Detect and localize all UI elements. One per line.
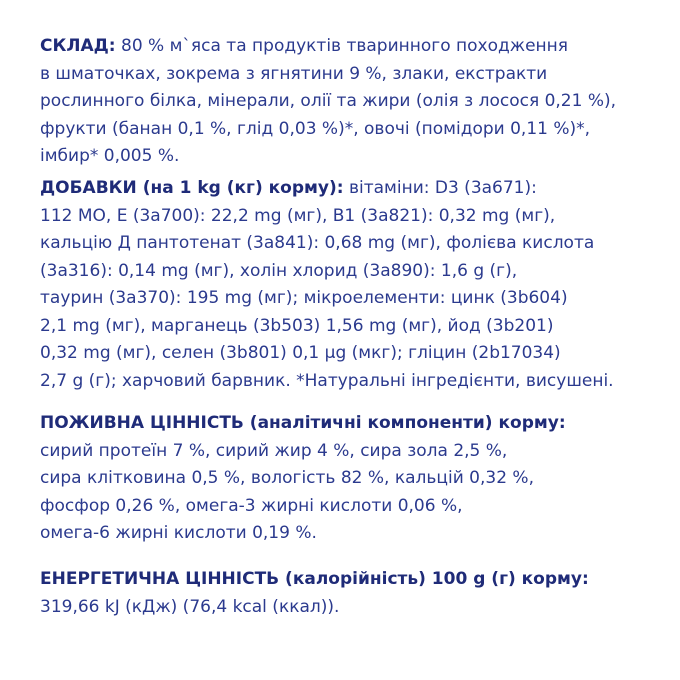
nutrition-heading: ПОЖИВНА ЦІННІСТЬ (аналітичні компоненти) корму: xyxy=(40,413,566,433)
energy-heading: ЕНЕРГЕТИЧНА ЦІННІСТЬ (калорійність) 100 g (г) корму: xyxy=(40,569,589,589)
composition-text: 80 % м`яса та продуктів тваринного походження xyxy=(115,36,568,56)
nutrition-line-4: омега-6 жирні кислоти 0,19 %. xyxy=(40,523,317,543)
additives-line-2: 112 МО, Е (3а700): 22,2 mg (мг), В1 (3а821): 0,32 mg (мг), xyxy=(40,205,556,226)
additives-line-8: 2,7 g (г); харчовий барвник. *Натуральні інгредієнти, висушені. xyxy=(40,370,614,391)
additives-line-4: (3а316): 0,14 mg (мг), холін хлорид (3а890): 1,6 g (г), xyxy=(40,260,518,281)
composition-line-4: фрукти (банан 0,1 %, глід 0,03 %)*, овочі (помідори 0,11 %)*, xyxy=(40,118,591,139)
nutrition-line-1: сирий протеїн 7 %, сирий жир 4 %, сира зола 2,5 %, xyxy=(40,440,508,461)
additives-line-1 xyxy=(40,175,670,203)
additives-heading: ДОБАВКИ (на 1 kg (кг) корму): xyxy=(40,178,344,198)
additives-text: вітаміни: D3 (3а671): xyxy=(343,178,537,198)
additives-line-5: таурин (3а370): 195 mg (мг); мікроелементи: цинк (3b604) xyxy=(40,288,568,308)
energy-section xyxy=(40,566,670,621)
composition-line-2: в шматочках, зокрема з ягнятини 9 %, злаки, екстракти xyxy=(40,63,548,84)
composition-heading: СКЛАД: xyxy=(40,36,116,56)
composition-section xyxy=(40,33,670,171)
composition-line-5: імбир* 0,005 %. xyxy=(40,146,180,166)
composition-line-1 xyxy=(40,33,670,61)
composition-line-3: рослинного білка, мінерали, олії та жири (олія з лосося 0,21 %), xyxy=(40,91,617,111)
nutrition-line-2: сира клітковина 0,5 %, вологість 82 %, кальцій 0,32 %, xyxy=(40,468,534,488)
energy-line-1: 319,66 kJ (кДж) (76,4 kcal (ккал)). xyxy=(40,596,340,617)
nutrition-section xyxy=(40,410,670,548)
nutrition-line-3: фосфор 0,26 %, омега-3 жирні кислоти 0,06 %, xyxy=(40,495,463,516)
additives-line-3: кальцію Д пантотенат (3а841): 0,68 mg (мг), фолієва кислота xyxy=(40,233,595,253)
additives-line-6: 2,1 mg (мг), марганець (3b503) 1,56 mg (мг), йод (3b201) xyxy=(40,315,554,336)
additives-section xyxy=(40,175,670,395)
additives-line-7: 0,32 mg (мг), селен (3b801) 0,1 µg (мкг); гліцин (2b17034) xyxy=(40,343,561,363)
